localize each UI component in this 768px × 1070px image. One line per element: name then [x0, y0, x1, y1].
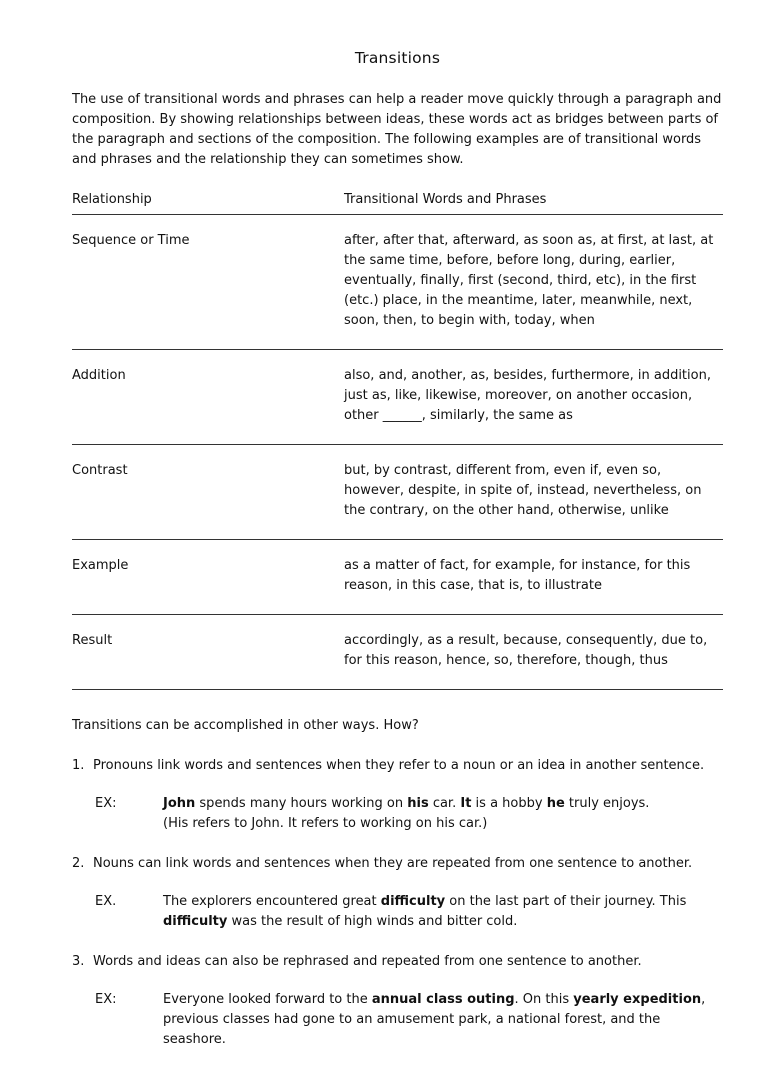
- example-note: (His refers to John. It refers to working on his car.): [163, 816, 488, 831]
- page-title: Transitions: [354, 49, 441, 67]
- keyword: John: [163, 796, 196, 811]
- example-span: . On this: [514, 992, 574, 1007]
- example-span: previous classes had gone to an amusement park, a national forest, and the seashore.: [163, 1012, 661, 1047]
- item-number: 3.: [72, 954, 85, 969]
- table-row: [72, 540, 723, 615]
- document-page: [72, 48, 723, 1070]
- example-block: [95, 892, 723, 932]
- example-text: [163, 892, 723, 932]
- relationship-cell: Contrast: [72, 463, 128, 478]
- table-row: [72, 445, 723, 540]
- keyword: he: [546, 796, 565, 811]
- words-cell: but, by contrast, different from, even if, even so, however, despite, in spite of, instead, nevertheless, on the contrary, on the other hand, otherwise, unlike: [344, 463, 702, 518]
- item-number: 2.: [72, 856, 85, 871]
- example-span: The explorers encountered great: [163, 894, 381, 909]
- keyword: yearly expedition: [573, 992, 702, 1007]
- list-item: [72, 854, 723, 874]
- keyword: his: [407, 796, 429, 811]
- example-text: [163, 794, 723, 834]
- relationship-cell: Addition: [72, 368, 126, 383]
- words-cell: after, after that, afterward, as soon as, at first, at last, at the same time, before, before long, during, earlier, eventually, finally, first (second, third, etc), in the first (etc.) place, in the meantime, later, meanwhile, next, soon, then, to begin with, today, when: [344, 233, 714, 328]
- example-span: was the result of high winds and bitter cold.: [227, 914, 518, 929]
- keyword: annual class outing: [371, 992, 515, 1007]
- item-text: Nouns can link words and sentences when they are repeated from one sentence to another.: [93, 856, 693, 871]
- header-relationship: Relationship: [72, 192, 152, 207]
- example-block: [95, 990, 723, 1050]
- example-label: EX.: [95, 894, 117, 909]
- example-label: EX:: [95, 796, 117, 811]
- list-item: [72, 756, 723, 776]
- example-text: [163, 990, 723, 1050]
- header-words: Transitional Words and Phrases: [344, 192, 547, 207]
- table-row: [72, 615, 723, 690]
- example-span: Everyone looked forward to the: [163, 992, 372, 1007]
- item-number: 1.: [72, 758, 85, 773]
- words-cell: also, and, another, as, besides, furthermore, in addition, just as, like, likewise, moreover, on another occasion, other ______, similarly, the same as: [344, 368, 711, 423]
- intro-paragraph: The use of transitional words and phrases can help a reader move quickly through a paragraph and composition. By showing relationships between ideas, these words act as bridges between parts of the paragraph and sections of the composition. The following examples are of transitional words and phrases and the relationship they can sometimes show.: [72, 92, 722, 167]
- example-span: car.: [428, 796, 461, 811]
- example-span: truly enjoys.: [564, 796, 650, 811]
- transitions-table: [72, 190, 723, 690]
- table-row: [72, 215, 723, 350]
- table-row: [72, 350, 723, 445]
- item-text: Words and ideas can also be rephrased and repeated from one sentence to another.: [93, 954, 642, 969]
- relationship-cell: Result: [72, 633, 113, 648]
- example-span: spends many hours working on: [195, 796, 408, 811]
- words-cell: accordingly, as a result, because, consequently, due to, for this reason, hence, so, therefore, though, thus: [344, 633, 708, 668]
- keyword: difficulty: [163, 914, 228, 929]
- example-span: ,: [701, 992, 706, 1007]
- item-text: Pronouns link words and sentences when they refer to a noun or an idea in another sentence.: [93, 758, 705, 773]
- keyword: difficulty: [380, 894, 446, 909]
- table-header-row: [72, 190, 723, 215]
- example-block: [95, 794, 723, 834]
- example-span: is a hobby: [471, 796, 547, 811]
- words-cell: as a matter of fact, for example, for instance, for this reason, in this case, that is, to illustrate: [344, 558, 691, 593]
- keyword: It: [460, 796, 472, 811]
- example-label: EX:: [95, 992, 117, 1007]
- other-ways-lead: Transitions can be accomplished in other ways. How?: [72, 718, 419, 733]
- relationship-cell: Example: [72, 558, 129, 573]
- example-span: on the last part of their journey. This: [445, 894, 687, 909]
- list-item: [72, 952, 723, 972]
- relationship-cell: Sequence or Time: [72, 233, 190, 248]
